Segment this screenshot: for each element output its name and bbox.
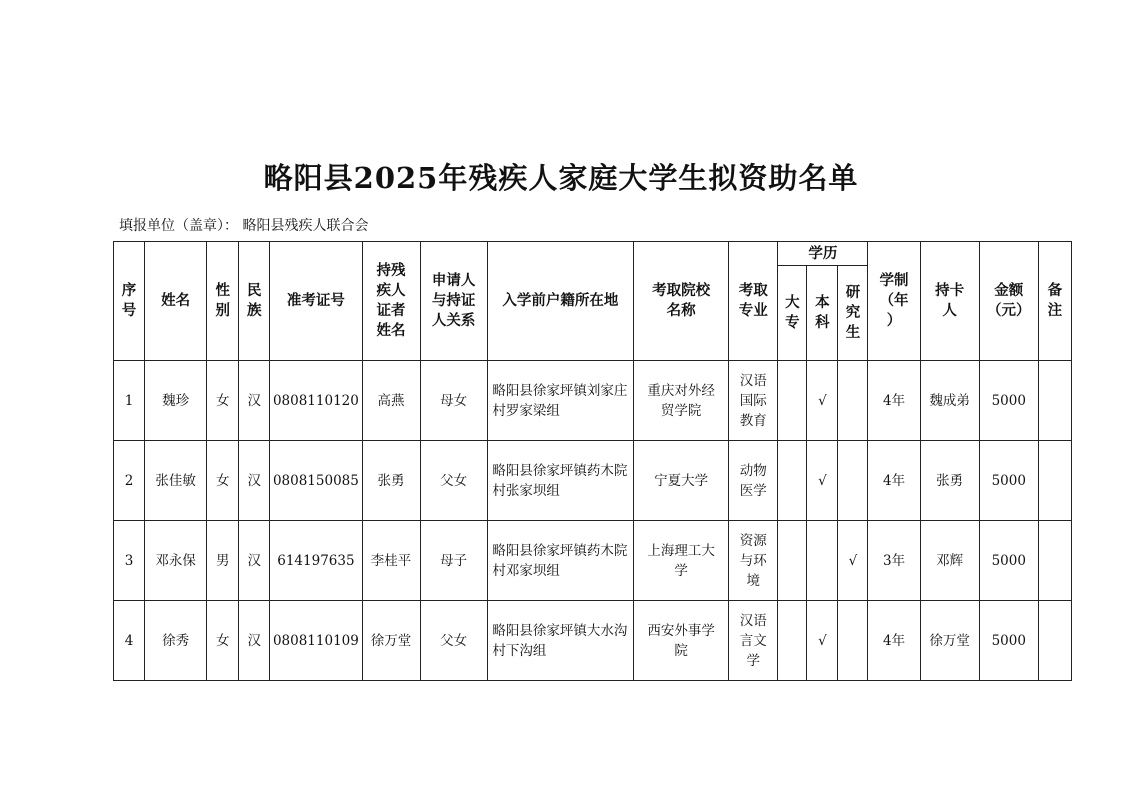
cell-duration: 3年: [868, 521, 920, 601]
cell-school: 重庆对外经 贸学院: [634, 361, 729, 441]
cell-edu-junior: [778, 601, 807, 681]
header-duration: 学制 （年 ）: [868, 242, 920, 361]
header-row-top: [114, 242, 1072, 266]
cell-ethnicity: 汉: [239, 521, 270, 601]
cell-seq: 4: [114, 601, 145, 681]
cell-cert-holder: 徐万堂: [362, 601, 420, 681]
cell-amount: 5000: [979, 361, 1038, 441]
cell-remarks: [1038, 361, 1071, 441]
cell-major: 资源 与环 境: [729, 521, 778, 601]
header-cert-holder: 持残 疾人 证者 姓名: [362, 242, 420, 361]
table-row: [114, 521, 1072, 601]
cell-cert-holder: 张勇: [362, 441, 420, 521]
page-title: 略阳县2025年残疾人家庭大学生拟资助名单: [263, 161, 859, 195]
cell-duration: 4年: [868, 361, 920, 441]
cell-gender: 男: [207, 521, 239, 601]
header-edu-bachelor: 本 科: [807, 266, 838, 361]
header-edu-junior: 大 专: [778, 266, 807, 361]
header-name: 姓名: [145, 242, 207, 361]
table-row: [114, 601, 1072, 681]
header-gender: 性 别: [207, 242, 239, 361]
header-card-holder: 持卡 人: [920, 242, 979, 361]
cell-school: 宁夏大学: [634, 441, 729, 521]
header-relation: 申请人 与持证 人关系: [420, 242, 487, 361]
cell-card-holder: 魏成弟: [920, 361, 979, 441]
cell-exam-id: 0808150085: [270, 441, 362, 521]
table-row: [114, 361, 1072, 441]
cell-name: 魏珍: [145, 361, 207, 441]
cell-seq: 3: [114, 521, 145, 601]
cell-name: 张佳敏: [145, 441, 207, 521]
cell-cert-holder: 李桂平: [362, 521, 420, 601]
header-exam-id: 准考证号: [270, 242, 362, 361]
header-school: 考取院校 名称: [634, 242, 729, 361]
cell-major: 汉语 国际 教育: [729, 361, 778, 441]
cell-amount: 5000: [979, 521, 1038, 601]
cell-name: 徐秀: [145, 601, 207, 681]
cell-card-holder: 邓辉: [920, 521, 979, 601]
cell-edu-graduate: [838, 361, 868, 441]
cell-edu-bachelor: √: [807, 601, 838, 681]
cell-address: 略阳县徐家坪镇大水沟村下沟组: [487, 601, 633, 681]
cell-relation: 父女: [420, 441, 487, 521]
cell-exam-id: 0808110120: [270, 361, 362, 441]
cell-edu-graduate: [838, 441, 868, 521]
header-address: 入学前户籍所在地: [487, 242, 633, 361]
cell-gender: 女: [207, 441, 239, 521]
cell-remarks: [1038, 441, 1071, 521]
cell-amount: 5000: [979, 601, 1038, 681]
cell-relation: 母女: [420, 361, 487, 441]
cell-edu-graduate: √: [838, 521, 868, 601]
cell-ethnicity: 汉: [239, 601, 270, 681]
cell-exam-id: 0808110109: [270, 601, 362, 681]
cell-seq: 1: [114, 361, 145, 441]
header-seq: 序 号: [114, 242, 145, 361]
cell-name: 邓永保: [145, 521, 207, 601]
cell-edu-bachelor: [807, 521, 838, 601]
cell-edu-bachelor: √: [807, 361, 838, 441]
cell-seq: 2: [114, 441, 145, 521]
cell-card-holder: 徐万堂: [920, 601, 979, 681]
cell-address: 略阳县徐家坪镇药木院村张家坝组: [487, 441, 633, 521]
reporting-unit-line: 填报单位（盖章）： 略阳县残疾人联合会: [119, 218, 369, 234]
cell-school: 上海理工大 学: [634, 521, 729, 601]
cell-edu-graduate: [838, 601, 868, 681]
cell-edu-junior: [778, 441, 807, 521]
cell-remarks: [1038, 521, 1071, 601]
cell-amount: 5000: [979, 441, 1038, 521]
table-row: [114, 441, 1072, 521]
cell-duration: 4年: [868, 601, 920, 681]
subsidy-roster-table: [113, 241, 1072, 681]
cell-ethnicity: 汉: [239, 441, 270, 521]
cell-address: 略阳县徐家坪镇药木院村邓家坝组: [487, 521, 633, 601]
cell-duration: 4年: [868, 441, 920, 521]
cell-major: 动物 医学: [729, 441, 778, 521]
cell-ethnicity: 汉: [239, 361, 270, 441]
cell-address: 略阳县徐家坪镇刘家庄村罗家梁组: [487, 361, 633, 441]
header-edu-graduate: 研 究 生: [838, 266, 868, 361]
cell-cert-holder: 高燕: [362, 361, 420, 441]
cell-edu-junior: [778, 521, 807, 601]
cell-exam-id: 614197635: [270, 521, 362, 601]
cell-major: 汉语 言文 学: [729, 601, 778, 681]
header-education: 学历: [778, 242, 868, 266]
header-ethnicity: 民 族: [239, 242, 270, 361]
cell-card-holder: 张勇: [920, 441, 979, 521]
cell-edu-junior: [778, 361, 807, 441]
cell-relation: 母子: [420, 521, 487, 601]
header-amount: 金额 （元）: [979, 242, 1038, 361]
header-remarks: 备 注: [1038, 242, 1071, 361]
cell-gender: 女: [207, 361, 239, 441]
cell-relation: 父女: [420, 601, 487, 681]
cell-school: 西安外事学 院: [634, 601, 729, 681]
cell-gender: 女: [207, 601, 239, 681]
header-major: 考取 专业: [729, 242, 778, 361]
cell-edu-bachelor: √: [807, 441, 838, 521]
cell-remarks: [1038, 601, 1071, 681]
